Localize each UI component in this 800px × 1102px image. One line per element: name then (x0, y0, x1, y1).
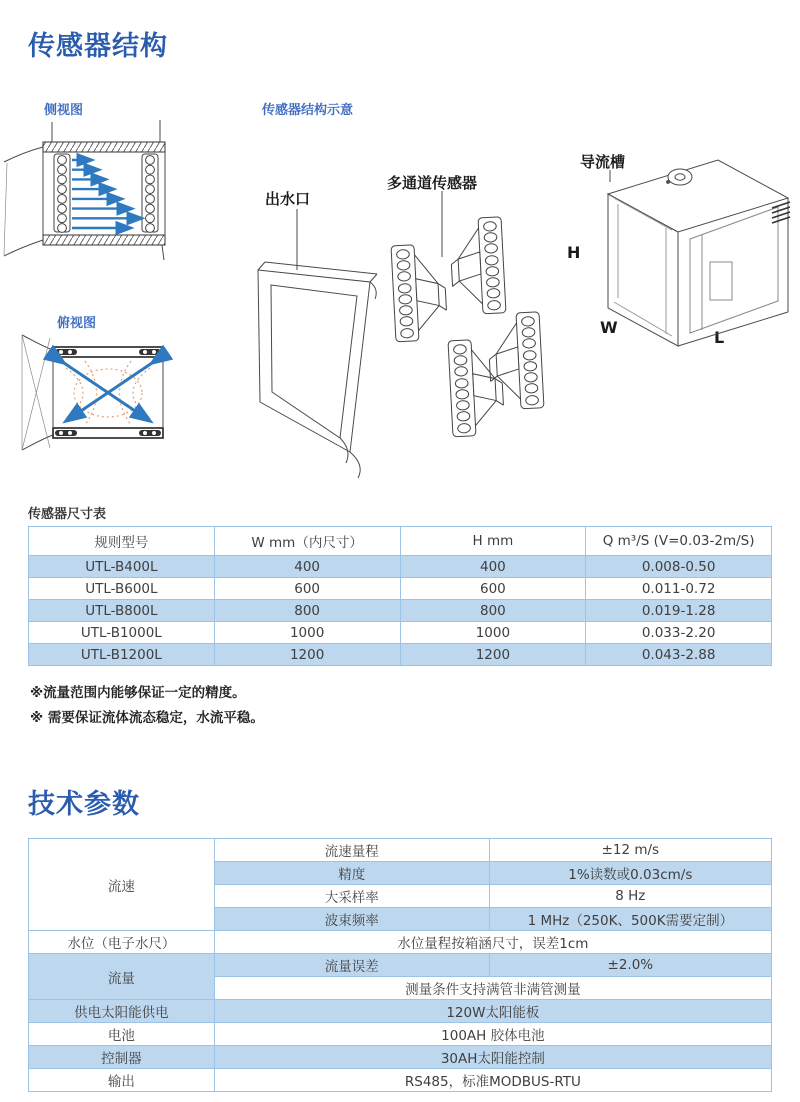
column-header: H mm (400, 527, 586, 556)
param-value-cell: 1 MHz（250K、500K需要定制） (489, 908, 771, 931)
outlet-label: 出水口 (265, 190, 311, 208)
table-row (29, 1023, 772, 1046)
param-name-cell: 流速 (29, 839, 215, 931)
sensor-bar (391, 243, 448, 342)
table-cell: 0.043-2.88 (586, 644, 772, 666)
table-cell: 1200 (214, 644, 400, 666)
flow-profile-arrows (72, 160, 142, 228)
param-name-cell: 控制器 (29, 1046, 215, 1069)
param-value-cell: 测量条件支持满管非满管测量 (214, 977, 771, 1000)
param-value-cell: 大采样率 (214, 885, 489, 908)
table-cell: 600 (214, 578, 400, 600)
table-row (29, 644, 772, 666)
section-title-sensor-structure: 传感器结构 (28, 31, 168, 62)
outlet-duct-drawing (258, 262, 377, 478)
table-cell: 0.008-0.50 (586, 556, 772, 578)
inlet-funnel-icon (22, 335, 53, 450)
table-cell: 0.011-0.72 (586, 578, 772, 600)
section-title-tech-params: 技术参数 (28, 789, 140, 820)
param-value-cell: 1%读数或0.03cm/s (489, 862, 771, 885)
param-value-cell: 100AH 胶体电池 (214, 1023, 771, 1046)
flow-channel-label: 导流槽 (580, 153, 626, 171)
table-row (29, 1069, 772, 1092)
dimension-l-label: L (714, 328, 725, 347)
table-cell: UTL-B800L (29, 600, 215, 622)
sensor-bar-top (53, 347, 163, 357)
table-row (29, 931, 772, 954)
table-row (29, 622, 772, 644)
param-name-cell: 流量 (29, 954, 215, 1000)
table-row (29, 839, 772, 862)
table-cell: UTL-B600L (29, 578, 215, 600)
schematic-diagram (245, 155, 560, 480)
table-row (29, 578, 772, 600)
dimension-table-caption: 传感器尺寸表 (28, 507, 107, 522)
column-header: W mm（内尺寸） (214, 527, 400, 556)
table-cell: UTL-B1200L (29, 644, 215, 666)
cross-path-arrows (64, 363, 152, 421)
note-1: ※流量范围内能够保证一定的精度。 (30, 685, 246, 701)
table-cell: 400 (214, 556, 400, 578)
tech-params-table (28, 838, 772, 1092)
param-value-cell: 水位量程按箱涵尺寸，误差1cm (214, 931, 771, 954)
schematic-label: 传感器结构示意 (262, 103, 354, 118)
table-cell: 1000 (400, 622, 586, 644)
table-row (29, 556, 772, 578)
top-view-diagram (0, 330, 200, 465)
param-name-cell: 水位（电子水尺） (29, 931, 215, 954)
param-value-cell: 8 Hz (489, 885, 771, 908)
dimension-w-label: W (600, 318, 618, 337)
param-value-cell: 波束频率 (214, 908, 489, 931)
table-cell: 1000 (214, 622, 400, 644)
dimension-table (28, 526, 772, 666)
table-row (29, 1000, 772, 1023)
table-cell: 400 (400, 556, 586, 578)
param-value-cell: ±12 m/s (489, 839, 771, 862)
sensor-bar (449, 217, 506, 316)
vent-grille-icon (772, 202, 790, 223)
param-value-cell: 精度 (214, 862, 489, 885)
side-view-diagram (0, 118, 195, 268)
param-value-cell: 120W太阳能板 (214, 1000, 771, 1023)
table-cell: UTL-B400L (29, 556, 215, 578)
table-row (29, 1046, 772, 1069)
param-value-cell: ±2.0% (489, 954, 771, 977)
param-name-cell: 供电太阳能供电 (29, 1000, 215, 1023)
param-value-cell: RS485，标准MODBUS-RTU (214, 1069, 771, 1092)
side-view-label: 侧视图 (44, 103, 84, 118)
top-view-label: 俯视图 (57, 316, 97, 331)
table-cell: UTL-B1000L (29, 622, 215, 644)
dimension-table-header-row (29, 527, 772, 556)
table-cell: 800 (214, 600, 400, 622)
param-name-cell: 电池 (29, 1023, 215, 1046)
column-header: 规则型号 (29, 527, 215, 556)
param-value-cell: 流量误差 (214, 954, 489, 977)
inlet-funnel-icon (4, 147, 43, 256)
table-row (29, 600, 772, 622)
sensor-bar-bottom (53, 428, 163, 438)
dimension-h-label: H (567, 243, 581, 262)
column-header: Q m³/S (V=0.03-2m/S) (586, 527, 772, 556)
param-name-cell: 输出 (29, 1069, 215, 1092)
table-cell: 800 (400, 600, 586, 622)
multichannel-sensor-label: 多通道传感器 (387, 174, 478, 192)
note-2: ※ 需要保证流体流态稳定，水流平稳。 (30, 710, 264, 726)
param-value-cell: 30AH太阳能控制 (214, 1046, 771, 1069)
table-cell: 600 (400, 578, 586, 600)
table-cell: 1200 (400, 644, 586, 666)
sensor-column-right (142, 154, 158, 232)
param-value-cell: 流速量程 (214, 839, 489, 862)
table-row (29, 954, 772, 977)
sensor-column-left (54, 154, 70, 232)
flow-channel-3d-diagram (552, 146, 800, 371)
table-cell: 0.033-2.20 (586, 622, 772, 644)
table-cell: 0.019-1.28 (586, 600, 772, 622)
